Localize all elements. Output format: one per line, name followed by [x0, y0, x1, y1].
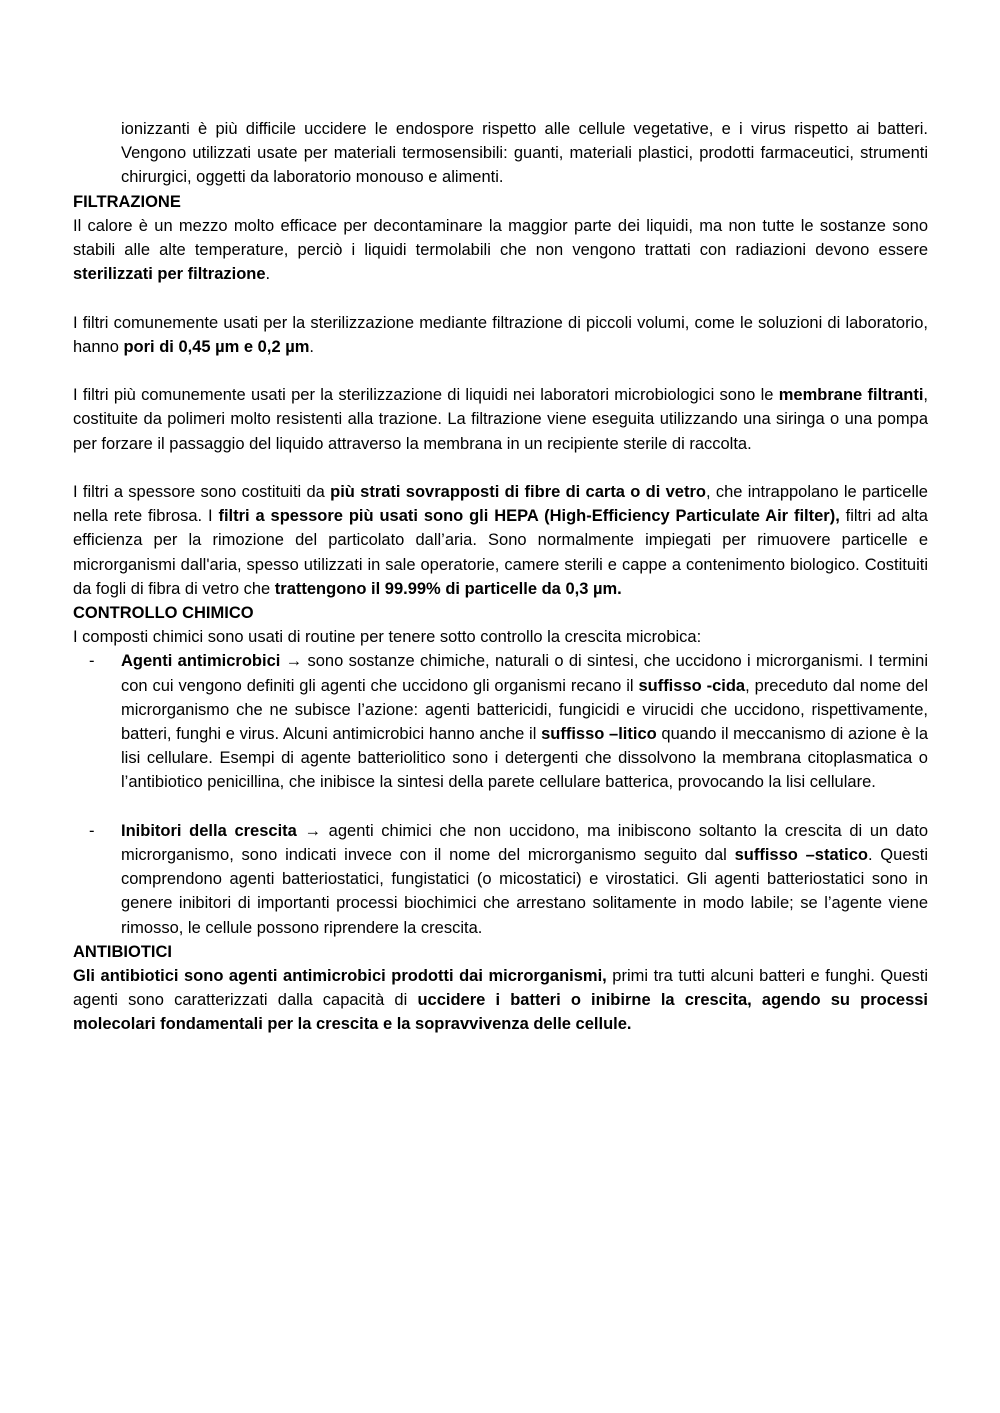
intro-text: ionizzanti è più difficile uccidere le endospore rispetto alle cellule vegetative, e i virus rispetto ai batteri. Vengono utilizzati usate per materiali termosensibili: guanti, materiali plastici, prodotti farmaceutici, strumenti chirurgici, oggetti da laboratorio monouso e alimenti. — [121, 120, 928, 187]
text-run: → agenti chimici che non uccidono, ma inibiscono soltanto la crescita di un dato microrganismo, sono indicati invece con il nome del microrganismo seguito dal — [121, 821, 928, 865]
text-run: . — [309, 337, 314, 356]
text-run: filtri ad alta efficienza per la rimozione del particolato dall’aria. Sono normalmente impiegati per rimuovere particelle e microrganismi dall'aria, spesso utilizzati in sale operatorie, camere sterili e cappe a contenimento biologico. Costituiti da fogli di fibra di vetro che — [73, 507, 928, 598]
text-run: . — [265, 265, 271, 284]
bold-run: suffisso -cida — [638, 676, 746, 695]
filtrazione-paragraph-2 — [73, 311, 928, 359]
text-run: Il calore è un mezzo molto efficace per decontaminare la maggior parte dei liquidi, ma non tutte le sostanze sono stabili alle alte temperature, perciò i liquidi termolabili che non vengono trattati con radiazioni devono essere — [73, 216, 928, 260]
bold-run: Gli antibiotici sono agenti antimicrobici prodotti dai microrganismi, — [73, 967, 607, 986]
text-run: , preceduto dal nome del microrganismo che ne subisce l’azione: agenti battericidi, fungicidi e virucidi che uccidono, rispettivamente, batteri, funghi e virus. Alcuni antimicrobici hanno anche il — [121, 676, 928, 744]
bold-run: suffisso –litico — [541, 725, 657, 744]
text-run: I filtri a spessore sono costituiti da — [73, 483, 331, 501]
intro-paragraph — [73, 117, 928, 190]
bold-run: sterilizzati per filtrazione — [73, 265, 266, 284]
text-run: I filtri comunemente usati per la sterilizzazione mediante filtrazione di piccoli volumi, come le soluzioni di laboratorio, hanno — [73, 313, 928, 356]
text-run: , che intrappolano le particelle nella rete fibrosa. I — [73, 483, 928, 526]
filtrazione-paragraph-3 — [73, 383, 928, 456]
bold-run: uccidere i batteri o inibirne la crescita, agendo su processi molecolari fondamentali per la crescita e la sopravvivenza delle cellule. — [73, 991, 929, 1034]
controllo-chimico-intro: I composti chimici sono usati di routine per tenere sotto controllo la crescita microbica: — [73, 628, 702, 647]
text-run: → sono sostanze chimiche, naturali o di sintesi, che uccidono i microrganismi. I termini con cui vengono definiti gli agenti che uccidono gli organismi recano il — [121, 652, 928, 695]
section-heading-controllo-chimico: CONTROLLO CHIMICO — [73, 604, 254, 623]
bold-run: Inibitori della crescita — [121, 821, 297, 840]
bold-run: pori di 0,45 µm e 0,2 µm — [123, 337, 310, 356]
filtrazione-paragraph-4 — [73, 480, 928, 601]
text-run: . Questi comprendono agenti batteriostatici, fungistatici (o micostatici) e virostatici. Gli agenti batteriostatici sono in genere inibitori di importanti processi biochimici che arrestano solitamente in modo labile; se l’agente viene rimosso, le cellule possono riprendere la crescita. — [121, 846, 928, 937]
filtrazione-paragraph-1 — [73, 214, 928, 287]
bold-run: Agenti antimicrobici — [121, 652, 281, 671]
document-page — [73, 117, 928, 1037]
list-item-inibitori-crescita — [73, 819, 928, 940]
antibiotici-paragraph — [73, 964, 928, 1037]
bullet-marker: - — [89, 652, 95, 671]
text-run: quando il meccanismo di azione è la lisi cellulare. Esempi di agente batteriolitico sono i detergenti che dissolvono la membrana citoplasmatica o l’antibiotico penicillina, che inibisce la sintesi della parete cellulare batterica, provocando la lisi cellulare. — [121, 725, 929, 792]
bold-run: più strati sovrapposti di fibre di carta o di vetro — [330, 483, 706, 501]
text-run: primi tra tutti alcuni batteri e funghi. Questi agenti sono caratterizzati dalla capacità di — [73, 967, 929, 1010]
text-run: I filtri più comunemente usati per la sterilizzazione di liquidi nei laboratori microbiologici sono le — [73, 386, 779, 405]
bold-run: filtri a spessore più usati sono gli HEPA (High-Efficiency Particulate Air filter), — [218, 507, 840, 526]
bold-run: membrane filtranti — [778, 386, 924, 405]
bullet-marker: - — [89, 821, 95, 840]
bold-run: suffisso –statico — [734, 846, 868, 865]
bold-run: trattengono il 99.99% di particelle da 0,3 µm. — [274, 579, 622, 598]
section-heading-filtrazione: FILTRAZIONE — [73, 192, 181, 211]
list-item-agenti-antimicrobici — [73, 649, 928, 794]
section-heading-antibiotici: ANTIBIOTICI — [73, 942, 172, 961]
text-run: , costituite da polimeri molto resistenti alla trazione. La filtrazione viene eseguita utilizzando una siringa o una pompa per forzare il passaggio del liquido attraverso la membrana in un recipiente sterile di raccolta. — [73, 386, 928, 453]
